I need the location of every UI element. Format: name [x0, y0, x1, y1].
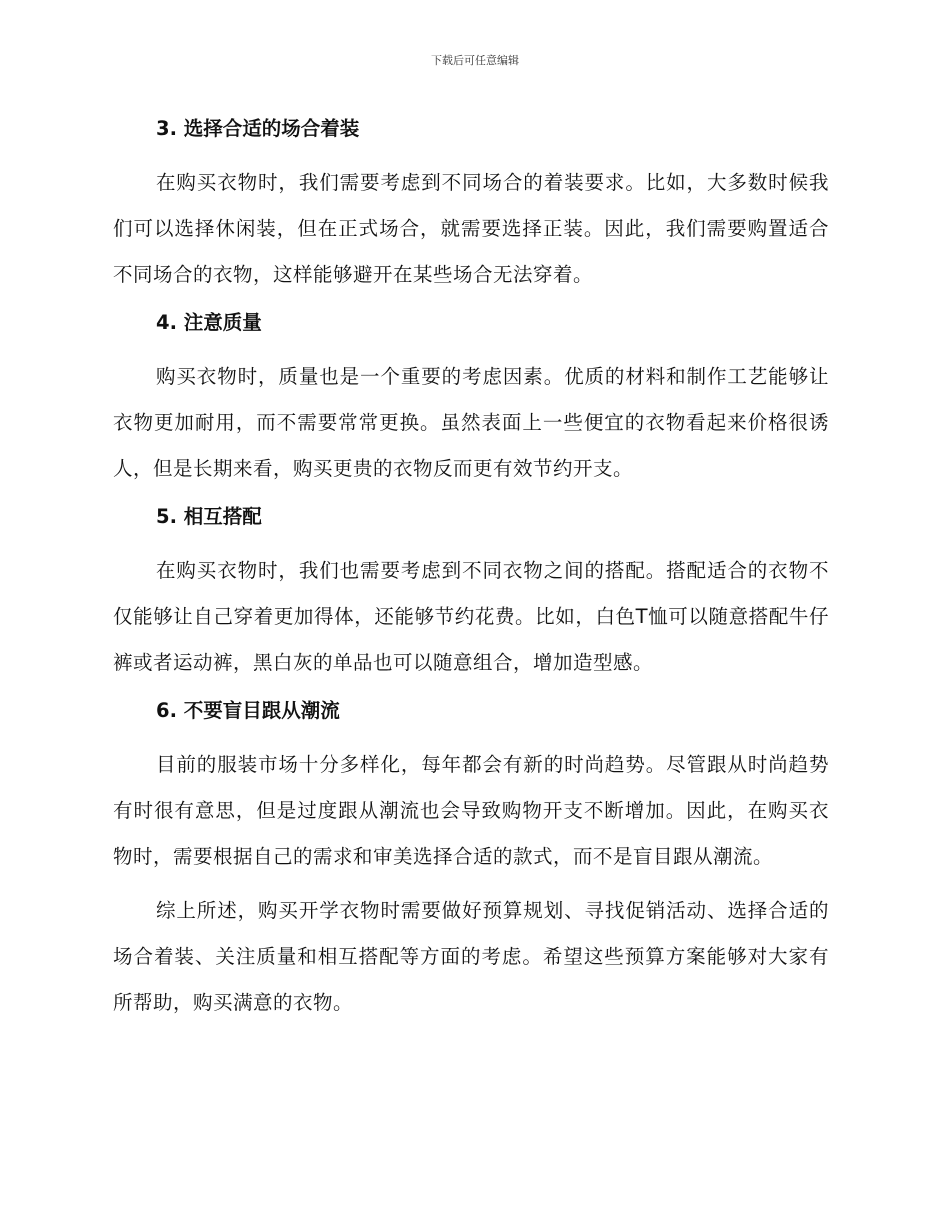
section-paragraph-4: 购买衣物时，质量也是一个重要的考虑因素。优质的材料和制作工艺能够让衣物更加耐用，而不需要常常更换。虽然表面上一些便宜的衣物看起来价格很诱人，但是长期来看，购买更贵的衣物反而更有效节约开支。 — [113, 365, 829, 480]
conclusion-paragraph: 综上所述，购买开学衣物时需要做好预算规划、寻找促销活动、选择合适的场合着装、关注质量和相互搭配等方面的考虑。希望这些预算方案能够对大家有所帮助，购买满意的衣物。 — [113, 899, 829, 1014]
section-heading-6: 6. 不要盲目跟从潮流 — [156, 699, 340, 722]
section-paragraph-5: 在购买衣物时，我们也需要考虑到不同衣物之间的搭配。搭配适合的衣物不仅能够让自己穿着更加得体，还能够节约花费。比如，白色T恤可以随意搭配牛仔裤或者运动裤，黑白灰的单品也可以随意组合，增加造型感。 — [113, 559, 829, 674]
section-paragraph-3: 在购买衣物时，我们需要考虑到不同场合的着装要求。比如，大多数时候我们可以选择休闲装，但在正式场合，就需要选择正装。因此，我们需要购置适合不同场合的衣物，这样能够避开在某些场合无法穿着。 — [113, 171, 829, 286]
section-heading-3: 3. 选择合适的场合着装 — [156, 117, 360, 140]
section-heading-4: 4. 注意质量 — [156, 311, 262, 334]
page-header: 下载后可任意编辑 — [431, 54, 519, 67]
document-body — [113, 112, 829, 1026]
section-heading-5: 5. 相互搭配 — [156, 505, 262, 528]
section-paragraph-6: 目前的服装市场十分多样化，每年都会有新的时尚趋势。尽管跟从时尚趋势有时很有意思，但是过度跟从潮流也会导致购物开支不断增加。因此，在购买衣物时，需要根据自己的需求和审美选择合适的款式，而不是盲目跟从潮流。 — [113, 753, 829, 868]
